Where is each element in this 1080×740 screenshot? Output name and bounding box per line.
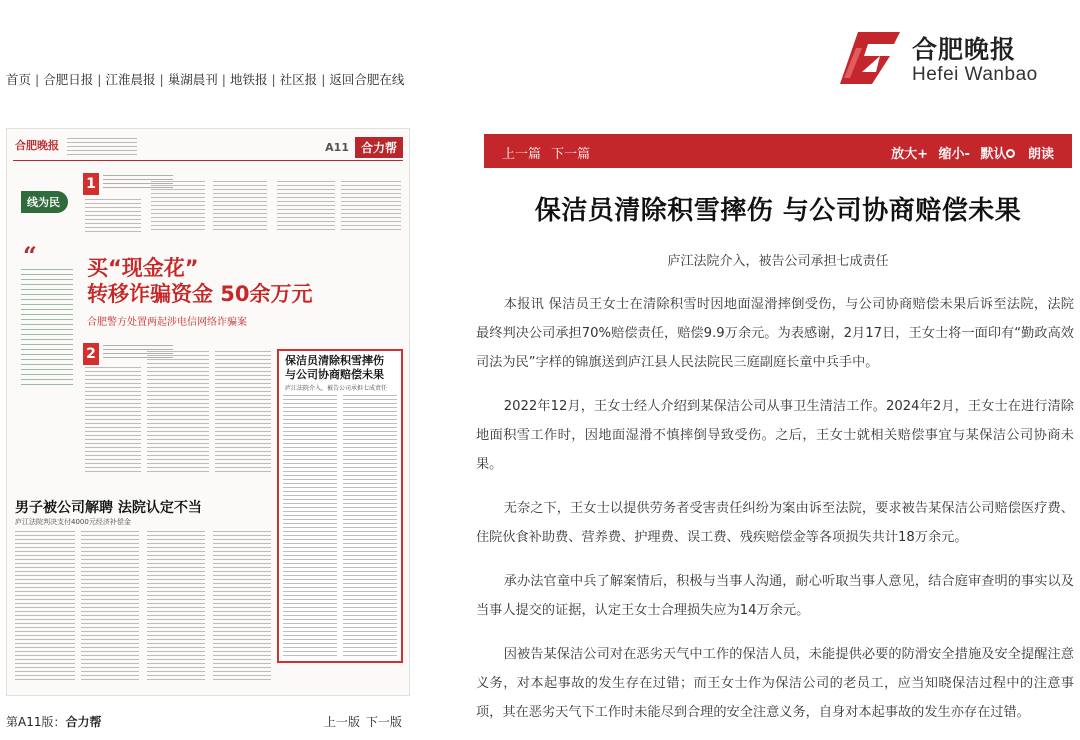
nav-link-back-hefei-online[interactable]: 返回合肥在线 <box>329 72 405 87</box>
nav-link-home[interactable]: 首页 <box>6 72 32 87</box>
logo-english-text: Hefei Wanbao <box>912 64 1038 85</box>
thumb-text-block <box>343 395 397 657</box>
next-article-link[interactable]: 下一篇 <box>551 147 591 162</box>
nav-separator: | <box>321 72 326 87</box>
page-navigation <box>322 713 402 730</box>
thumb-text-block <box>81 531 139 683</box>
thumb-story-number-1: 1 <box>83 173 99 195</box>
thumb-highlight-title-line-2: 与公司协商赔偿未果 <box>285 368 384 381</box>
thumb-text-block <box>85 199 141 233</box>
logo-mark-icon <box>836 26 906 88</box>
thumb-text-block <box>15 531 75 683</box>
thumb-paper-name: 合肥晚报 <box>15 139 59 152</box>
prev-page-link[interactable]: 上一版 <box>324 715 361 729</box>
thumb-text-block <box>341 181 401 233</box>
thumb-story-number-2: 2 <box>83 343 99 365</box>
thumb-big-headline-line-1: 买“现金花” <box>87 256 199 280</box>
thumb-highlight-title <box>285 354 384 382</box>
top-nav <box>6 70 404 88</box>
thumb-date-lines <box>67 138 137 156</box>
article-paragraph: 因被告某保洁公司对在恶劣天气中工作的保洁人员，未能提供必要的防滑安全措施及安全提醒注意义务，对本起事故的发生存在过错；而王女士作为保洁公司的老员工，应当知晓保洁过程中的注意事项，其在恶劣天气下工作时未能尽到合理的安全注意义务，自身对本起事故的发生亦存在过错。 <box>476 647 1074 720</box>
article-paragraph: 承办法官童中兵了解案情后，积极与当事人沟通，耐心听取当事人意见，结合庭审查明的事实以及当事人提交的证据，认定王女士合理损失应为14万余元。 <box>476 574 1074 618</box>
article-body <box>476 290 1074 740</box>
thumb-text-block <box>283 395 337 657</box>
nav-link-chaohu-morning[interactable]: 巢湖晨刊 <box>167 72 218 87</box>
thumb-masthead <box>13 135 403 161</box>
nav-separator: | <box>159 72 164 87</box>
thumb-highlight-subtitle: 庐江法院介入，被告公司承担七成责任 <box>285 385 388 392</box>
nav-link-community[interactable]: 社区报 <box>279 72 318 87</box>
nav-link-hefei-daily[interactable]: 合肥日报 <box>43 72 94 87</box>
newspaper-page-thumbnail[interactable] <box>6 128 410 696</box>
thumb-big-headline-line-2: 转移诈骗资金 50余万元 <box>87 282 313 306</box>
default-size-button[interactable] <box>980 147 1017 162</box>
thumb-text-block <box>85 367 141 475</box>
page-label-prefix: 第A11版： <box>6 715 66 729</box>
thumb-quote-mark-icon: “ <box>23 241 37 270</box>
nav-separator: | <box>271 72 276 87</box>
next-page-link[interactable]: 下一版 <box>365 715 402 729</box>
default-size-label: 默认 <box>980 147 1007 162</box>
article-toolbar <box>484 134 1072 168</box>
logo-chinese-text: 合肥晚报 <box>912 35 1017 64</box>
thumb-section-name: 合力帮 <box>355 137 403 158</box>
article-paragraph: 无奈之下，王女士以提供劳务者受害责任纠纷为案由诉至法院，要求被告某保洁公司赔偿医疗费、住院伙食补助费、营养费、护理费、误工费、残疾赔偿金等各项损失共计18万余元。 <box>476 501 1074 545</box>
article-paragraph: 本报讯 保洁员王女士在清除积雪时因地面湿滑摔倒受伤，与公司协商赔偿未果后诉至法院，法院最终判决公司承担70%赔偿责任，赔偿9.9万余元。为表感谢，2月17日，王女士将一面印有“勤政高效 司法为民”字样的锦旗送到庐江县人民法院民三庭副庭长童中兵手中。 <box>476 297 1074 370</box>
site-logo[interactable] <box>836 26 1046 92</box>
thumb-page-number: A11 <box>325 141 349 154</box>
thumb-current-article-highlight[interactable] <box>277 349 403 663</box>
zoom-out-button[interactable]: 缩小- <box>938 147 970 162</box>
radio-dot-icon <box>1006 149 1015 158</box>
thumb-text-block <box>147 531 205 683</box>
thumb-text-block <box>213 531 271 683</box>
zoom-in-button[interactable]: 放大+ <box>891 147 928 162</box>
nav-separator: | <box>97 72 102 87</box>
article-title: 保洁员清除积雪摔伤 与公司协商赔偿未果 <box>534 196 1022 226</box>
thumb-text-block <box>151 181 205 233</box>
thumb-lede-text <box>21 269 73 389</box>
thumb-text-block <box>277 181 335 233</box>
page-label <box>6 713 102 730</box>
thumb-text-block <box>147 351 209 475</box>
page-label-name: 合力帮 <box>65 715 102 729</box>
thumb-big-subheadline: 合肥警方处置两起涉电信网络诈骗案 <box>87 317 247 328</box>
article-paragraph: 2022年12月，王女士经人介绍到某保洁公司从事卫生清洁工作。2024年2月，王女士在进行清除地面积雪工作时，因地面湿滑不慎摔倒导致受伤。之后，王女士就相关赔偿事宜与某保洁公司协商未果。 <box>476 399 1074 472</box>
article-subtitle: 庐江法院介入，被告公司承担七成责任 <box>667 254 889 269</box>
thumb-highlight-title-line-1: 保洁员清除积雪摔伤 <box>285 354 384 367</box>
prev-article-link[interactable]: 上一篇 <box>502 147 542 162</box>
thumb-big-headline <box>87 255 313 307</box>
nav-link-metro[interactable]: 地铁报 <box>229 72 268 87</box>
thumb-text-block <box>213 181 267 233</box>
nav-link-jianghuai-morning[interactable]: 江淮晨报 <box>105 72 156 87</box>
thumb-article-2-title: 男子被公司解聘 法院认定不当 <box>15 500 202 516</box>
thumb-article-2-subtitle: 庐江法院判决支付4000元经济补偿金 <box>15 518 131 526</box>
nav-separator: | <box>35 72 40 87</box>
thumb-line-to-people-badge: 线为民 <box>21 191 68 213</box>
thumb-text-block <box>215 351 271 475</box>
nav-separator: | <box>221 72 226 87</box>
read-aloud-button[interactable]: 朗读 <box>1027 147 1054 162</box>
